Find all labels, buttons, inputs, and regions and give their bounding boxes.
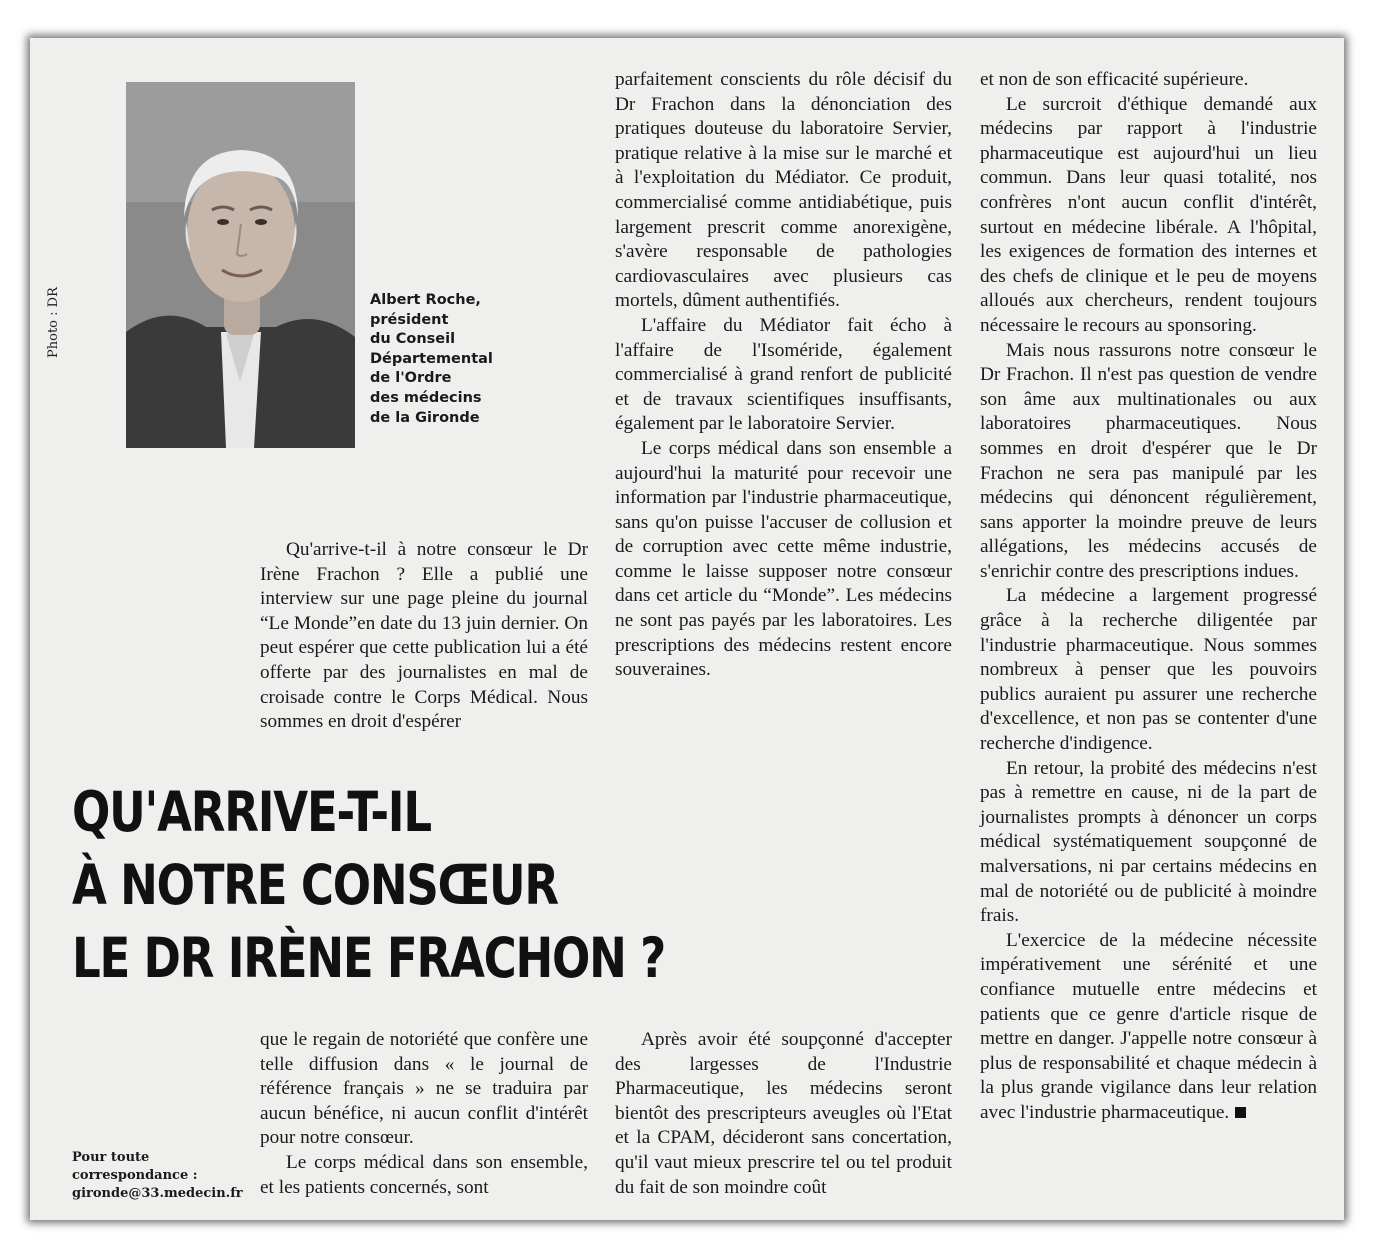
paragraph-text: L'exercice de la médecine nécessite impérativement une sérénité et une confiance mutuelle entre médecins et patients que ce genre d'article risque de mettre en danger. J'appelle notre consœur à plus de responsabilité et chaque médecin à la plus grande vigilance dans leur relation avec l'industrie pharmaceutique. — [980, 929, 1317, 1123]
paragraph: La médecine a largement progressé grâce à la recherche diligentée par l'industrie pharmaceutique. Nous sommes nombreux à penser que les pouvoirs publics auraient pu assurer une recherche d'excellence, et non pas se contenter d'une recherche d'indigence. — [980, 585, 1317, 755]
photo-credit: Photo : DR — [46, 287, 61, 358]
paragraph: et non de son efficacité supérieure. — [980, 69, 1249, 90]
paragraph: Qu'arrive-t-il à notre consœur le Dr Irène Frachon ? Elle a publié une interview sur une page pleine du journal “Le Monde”en date du 13 juin dernier. On peut espérer que cette publication lui a été offerte par des journalistes en mal de croisade contre le Corps Médical. Nous sommes en droit d'espérer — [260, 539, 588, 733]
caption-line: de l'Ordre — [370, 370, 452, 387]
article-column-3 — [980, 68, 1317, 1126]
photo-caption — [370, 291, 550, 428]
correspondance-email[interactable]: gironde@33.medecin.fr — [72, 1186, 243, 1201]
paragraph: Le corps médical dans son ensemble, et les patients concernés, sont — [260, 1151, 588, 1198]
caption-line: des médecins — [370, 389, 482, 406]
caption-line: de la Gironde — [370, 409, 480, 426]
caption-line: Albert Roche, — [370, 292, 481, 308]
portrait-photo — [126, 82, 355, 448]
article-column-1-top — [260, 538, 588, 735]
paragraph: que le regain de notoriété que confère une telle diffusion dans « le journal de référence français » ne se traduira par aucun bénéfice, ni aucun conflit d'intérêt pour notre consœur. — [260, 1029, 588, 1149]
portrait-illustration — [126, 82, 355, 448]
article-column-1-bottom — [260, 1028, 588, 1200]
caption-line: Départemental — [370, 350, 493, 367]
end-of-article-mark — [1235, 1107, 1246, 1118]
paragraph: Après avoir été soupçonné d'accepter des largesses de l'Industrie Pharmaceutique, les médecins seront bientôt des prescripteurs aveugles où l'Etat et la CPAM, décideront sans concertation, qu'il vaut mieux prescrire tel ou tel produit du fait de son moindre coût — [615, 1029, 952, 1198]
headline-line: LE DR IRÈNE FRACHON ? — [72, 926, 666, 990]
headline-line: À NOTRE CONSŒUR — [72, 853, 558, 917]
correspondance-line: Pour toute — [72, 1150, 150, 1165]
correspondance-note — [72, 1149, 272, 1203]
caption-line: président — [370, 311, 449, 328]
headline-line: QU'ARRIVE-T-IL — [72, 780, 431, 844]
correspondance-line: correspondance : — [72, 1168, 198, 1183]
paragraph: parfaitement conscients du rôle décisif du Dr Frachon dans la dénonciation des pratiques douteuse du laboratoire Servier, pratique relative à la mise sur le marché et à l'exploitation du Médiator. Ce produit, commercialisé comme antidiabétique, puis largement prescrit comme anorexigène, s'avère responsable de pathologies cardiovasculaires avec plusieurs cas mortels, dûment authentifiés. — [615, 69, 952, 312]
paragraph: L'affaire du Médiator fait écho à l'affaire de l'Isoméride, également commercialisé à grand renfort de publicité et de travaux scientifiques insuffisants, également par le laboratoire Servier. — [615, 314, 952, 435]
article-column-2-top — [615, 68, 952, 683]
paragraph: Mais nous rassurons notre consœur le Dr Frachon. Il n'est pas question de vendre son âme aux multinationales ou aux laboratoires pharmaceutiques. Nous sommes en droit d'espérer que le Dr Frachon ne sera pas manipulé par les médecins qui dénoncent régulièrement, sans apporter la moindre preuve de leurs allégations, les médecins accusés de s'enrichir contre des prescriptions indues. — [980, 339, 1317, 582]
article-column-2-bottom — [615, 1028, 952, 1200]
paragraph: Le surcroit d'éthique demandé aux médecins par rapport à l'industrie pharmaceutique est aujourd'hui un lieu commun. Dans leur quasi totalité, nos confrères n'ont aucun conflit d'intérêt, surtout en médecine libérale. A l'hôpital, les exigences de formation des internes et des chefs de clinique et le peu de moyens alloués aux chercheurs, rendent toujours nécessaire le recours au sponsoring. — [980, 93, 1317, 336]
paragraph: Le corps médical dans son ensemble a aujourd'hui la maturité pour recevoir une information par l'industrie pharmaceutique, sans qu'on puisse l'accuser de collusion et de corruption avec cette même industrie, comme le laisse supposer notre consœur dans cet article du “Monde”. Les médecins ne sont pas payés par les laboratoires. Les prescriptions des médecins restent encore souveraines. — [615, 437, 952, 681]
headline — [72, 776, 810, 995]
caption-line: du Conseil — [370, 331, 456, 348]
paragraph — [980, 929, 1317, 1126]
paragraph: En retour, la probité des médecins n'est pas à remettre en cause, ni de la part de journalistes prompts à dénoncer un corps médical systématiquement soupçonné de malversations, ni par certains médecins en mal de notoriété ou de publicité à moindre frais. — [980, 757, 1317, 927]
newspaper-page — [30, 38, 1344, 1220]
